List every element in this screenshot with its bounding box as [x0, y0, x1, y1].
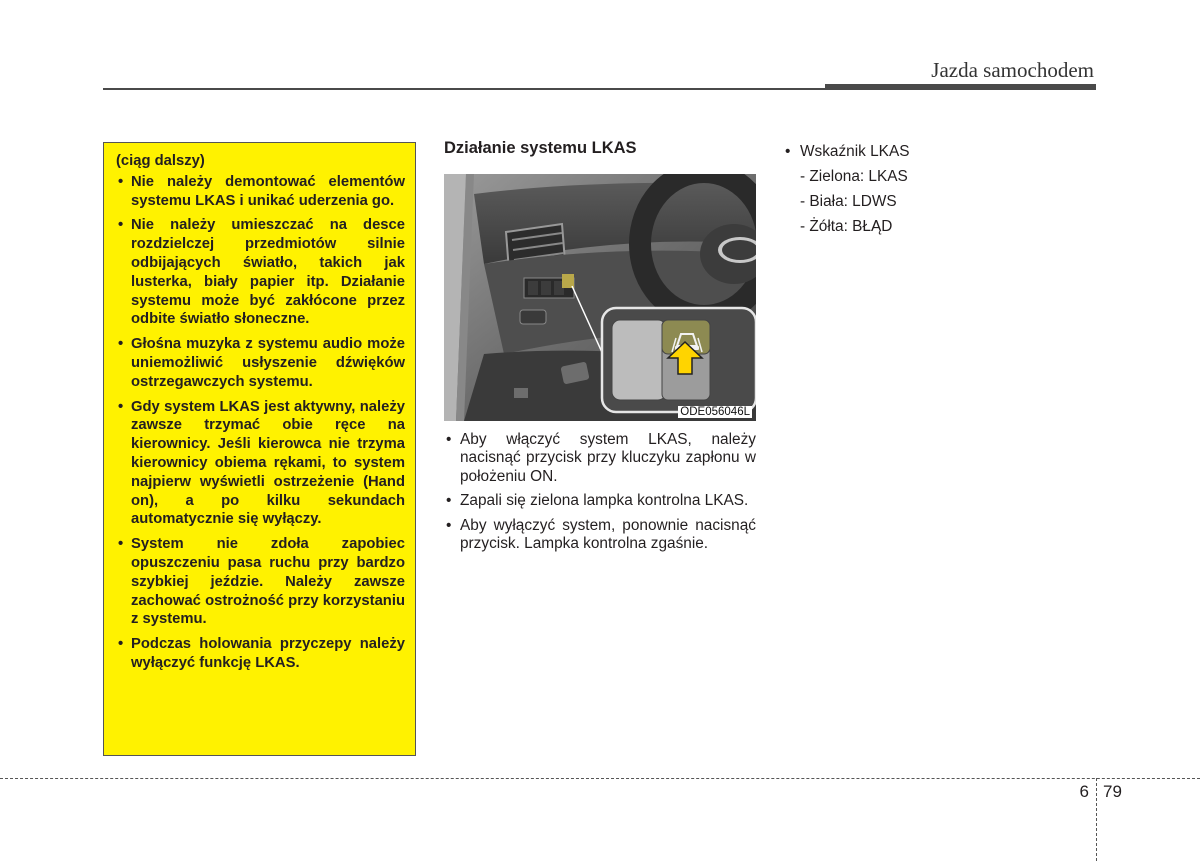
caution-item: • Gdy system LKAS jest aktywny, należy zawsze trzymać obie ręce na kierownicy. Jeśli kierowca nie trzyma kierownicy obiema rękami, to system najpierw wyświetli ostrzeżenie (Hand on), a po kilku sekundach automatycznie się wyłączy. [116, 398, 405, 530]
caution-item: • System nie zdoła zapobiec opuszczeniu pasa ruchu przy bardzo szybkiej jeździe. Należy zawsze zachować ostrożność przy korzystaniu z systemu. [116, 535, 405, 629]
indicator-list [785, 139, 909, 239]
caution-item: • Głośna muzyka z systemu audio może uniemożliwić usłyszenie dźwięków ostrzegawczych systemu. [116, 335, 405, 391]
caution-continued-label: (ciąg dalszy) [116, 153, 205, 169]
footer-vertical-divider [1096, 778, 1097, 861]
running-header: Jazda samochodem [931, 58, 1094, 82]
caution-item: • Nie należy demontować elementów systemu LKAS i unikać uderzenia go. [116, 173, 405, 211]
operation-steps [444, 431, 756, 559]
header-rule-thick [825, 84, 1096, 90]
step-item: • Aby włączyć system LKAS, należy nacisnąć przycisk przy kluczyku zapłonu w położeniu ON. [444, 431, 756, 486]
header-rule [103, 88, 825, 90]
footer-divider [0, 778, 1200, 779]
caution-box [103, 142, 416, 756]
step-item: • Aby wyłączyć system, ponownie nacisnąć przycisk. Lampka kontrolna zgaśnie. [444, 517, 756, 554]
caution-list [116, 173, 405, 673]
indicator-state-yellow: - Żółta: BŁĄD [800, 218, 893, 235]
lkas-button-figure [444, 174, 756, 421]
figure-code: ODE056046L [680, 406, 750, 418]
indicator-state-green: - Zielona: LKAS [800, 168, 908, 185]
step-item: • Zapali się zielona lampka kontrolna LKAS. [444, 492, 756, 510]
section-title: Działanie systemu LKAS [444, 139, 637, 157]
dashboard-illustration [444, 174, 756, 421]
caution-item: • Podczas holowania przyczepy należy wyłączyć funkcję LKAS. [116, 635, 405, 673]
chapter-number: 6 [1079, 782, 1089, 801]
lkas-button-callout [602, 308, 756, 412]
indicator-state-white: - Biała: LDWS [800, 193, 897, 210]
caution-item: • Nie należy umieszczać na desce rozdzielczej przedmiotów silnie odbijających światło, takich jak lusterka, biały papier itp. Działanie systemu może być zakłócone przez odbite światło słoneczne. [116, 216, 405, 329]
page-number: 79 [1103, 782, 1122, 801]
indicator-title: • Wskaźnik LKAS [785, 139, 909, 164]
